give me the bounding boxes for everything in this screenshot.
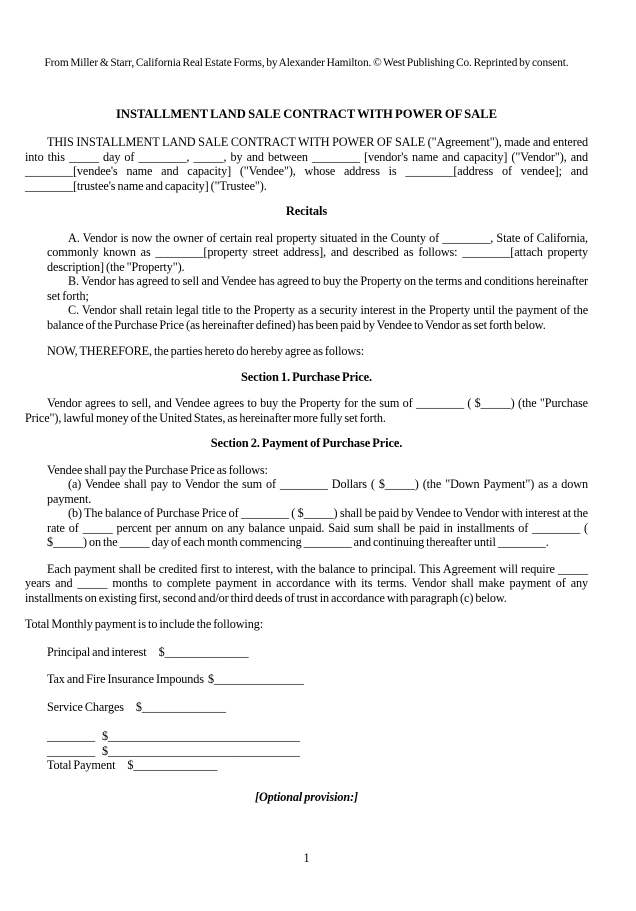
payment-row-label-blank: ________ bbox=[47, 729, 95, 743]
recital-a: A. Vendor is now the owner of certain real property situated in the County of ________, State of California, commonly known as ________[property street address], and described as follows: ________[attach property description] (the "Property"). bbox=[47, 230, 588, 274]
document-title: INSTALLMENT LAND SALE CONTRACT WITH POWER OF SALE bbox=[115, 106, 498, 121]
payment-amount-blank: $______________ bbox=[158, 644, 249, 659]
payment-schedule bbox=[25, 645, 588, 773]
payment-row-label: Tax and Fire Insurance Impounds bbox=[47, 672, 204, 686]
payment-row-tax-fire-insurance bbox=[47, 672, 588, 687]
section-1-heading: Section 1. Purchase Price. bbox=[240, 369, 373, 384]
payment-row-label: Principal and interest bbox=[47, 644, 147, 659]
source-attribution: From Miller & Starr, California Real Estate Forms, by Alexander Hamilton. © West Publishing Co. Reprinted by consent. bbox=[44, 57, 569, 69]
payment-amount-blank: $_______________ bbox=[207, 672, 304, 686]
payment-row-label-blank: ________ bbox=[47, 743, 95, 758]
each-payment-paragraph: Each payment shall be credited first to interest, with the balance to principal. This Agreement will require _____ years and _____ months to complete payment in accordance with its terms. Vendor shall make payment of any installments on existing first, second and/or third deeds of trust in accordance with paragraph (c) below. bbox=[25, 561, 588, 605]
total-monthly-intro: Total Monthly payment is to include the following: bbox=[25, 617, 263, 631]
payment-row-blank-1 bbox=[47, 729, 588, 744]
section-2-intro: Vendee shall pay the Purchase Price as follows: bbox=[47, 462, 268, 477]
payment-row-label: Service Charges bbox=[47, 699, 124, 714]
payment-amount-blank: $________________________________ bbox=[101, 729, 300, 743]
payment-row-label: Total Payment bbox=[47, 758, 116, 772]
payment-row-principal-and-interest bbox=[47, 645, 588, 660]
now-therefore-clause: NOW, THEREFORE, the parties hereto do hereby agree as follows: bbox=[47, 344, 365, 358]
payment-row-blank-2 bbox=[47, 744, 588, 759]
recital-b: B. Vendor has agreed to sell and Vendee has agreed to buy the Property on the terms and conditions hereinafter set forth; bbox=[47, 274, 588, 303]
section-1-body: Vendor agrees to sell, and Vendee agrees to buy the Property for the sum of ________ ( $_____) (the "Purchase Price"), lawful money of the United States, as hereinafter more fully set forth. bbox=[25, 396, 588, 425]
recitals-block bbox=[47, 231, 588, 333]
recitals-heading: Recitals bbox=[285, 204, 328, 218]
section-2-sub-a: (a) Vendee shall pay to Vendor the sum of ________ Dollars ( $_____) (the "Down Payment") as a down payment. bbox=[47, 477, 588, 506]
optional-provision-note: [Optional provision:] bbox=[255, 789, 358, 804]
payment-amount-blank: $______________ bbox=[127, 758, 218, 772]
recital-c: C. Vendor shall retain legal title to the Property as a security interest in the Property until the payment of the balance of the Purchase Price (as hereinafter defined) has been paid by Vendee to Vendor as set forth below. bbox=[47, 303, 588, 332]
section-2-sub-b: (b) The balance of Purchase Price of ________ ( $_____) shall be paid by Vendee to Vendor with interest at the rate of _____ percent per annum on any balance unpaid. Said sum shall be paid in installments of ________ ( $_____) on the _____ day of each month commencing ________ and continuing thereafter until ________. bbox=[47, 506, 588, 549]
payment-amount-blank: $______________ bbox=[135, 699, 226, 714]
payment-amount-blank: $________________________________ bbox=[101, 743, 300, 758]
intro-paragraph: THIS INSTALLMENT LAND SALE CONTRACT WITH POWER OF SALE ("Agreement"), made and entered into this _____ day of ________, _____, by and between ________ [vendor's name and capacity] ("Vendor"), and ________[vendee's name and capacity] ("Vendee"), whose address is ________[address of vendee]; and ________[trustee's name and capacity] ("Trustee"). bbox=[25, 135, 588, 193]
payment-row-total-payment bbox=[47, 758, 588, 773]
payment-row-service-charges bbox=[47, 700, 588, 715]
section-2-heading: Section 2. Payment of Purchase Price. bbox=[210, 436, 403, 450]
section-2-block bbox=[47, 463, 588, 550]
page-number: 1 bbox=[303, 851, 310, 865]
